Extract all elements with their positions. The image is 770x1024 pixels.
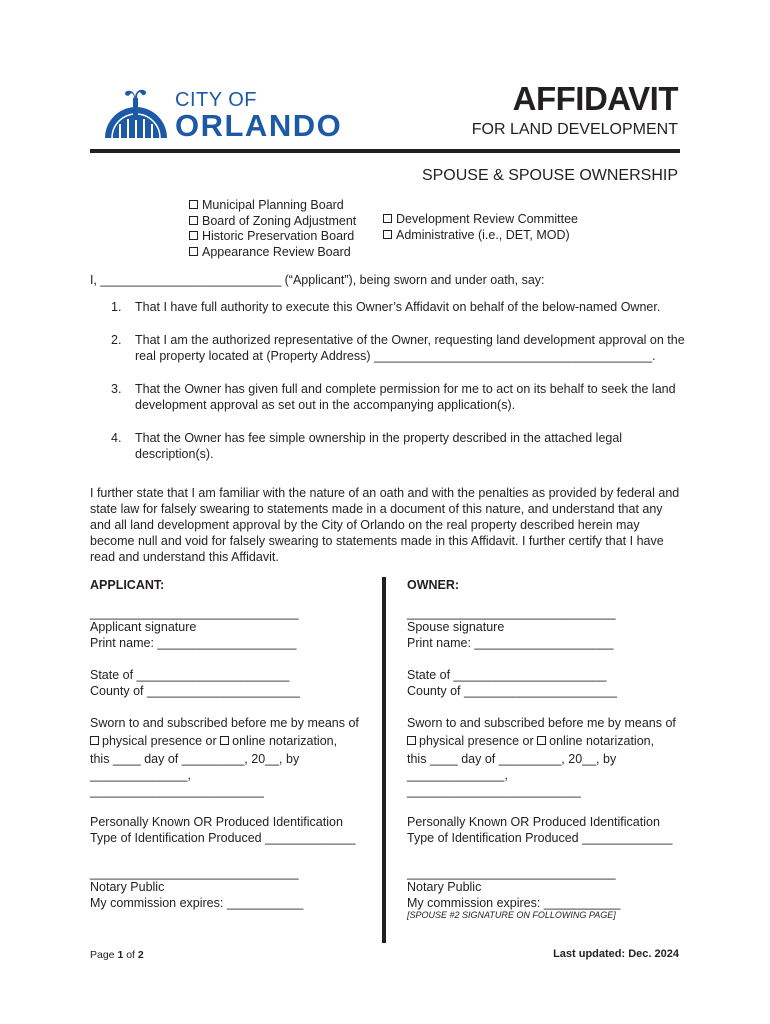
checkbox-icon[interactable] [189, 216, 198, 225]
applicant-known-text: Personally Known OR Produced Identification [90, 815, 343, 829]
owner-county[interactable]: County of ______________________ [407, 684, 617, 698]
checkbox-icon[interactable] [383, 230, 392, 239]
owner-print-name[interactable]: Print name: ____________________ [407, 636, 614, 650]
applicant-notarization-options: physical presence or online notarization, [90, 733, 337, 749]
checkbox-icon[interactable] [537, 736, 546, 745]
checkbox-icon[interactable] [189, 231, 198, 240]
checkbox-icon[interactable] [90, 736, 99, 745]
checkbox-icon[interactable] [220, 736, 229, 745]
owner-commission-expires[interactable]: My commission expires: ___________ [407, 896, 621, 910]
board-option[interactable]: Development Review Committee [383, 212, 578, 228]
applicant-sworn-text: Sworn to and subscribed before me by means of [90, 716, 359, 730]
list-item: 2. That I am the authorized representative of the Owner, requesting land development approval on the real property located at (Property Address) ________________________________________. [111, 333, 685, 363]
owner-notary-label: Notary Public [407, 880, 482, 894]
board-option[interactable]: Municipal Planning Board [189, 198, 356, 214]
list-item: 4. That the Owner has fee simple ownership in the property described in the attached legal description(s). [111, 431, 623, 461]
owner-notarization-options: physical presence or online notarization, [407, 733, 654, 749]
applicant-blank-line[interactable]: _________________________ [90, 784, 264, 798]
board-option[interactable]: Administrative (i.e., DET, MOD) [383, 228, 578, 244]
checkbox-icon[interactable] [407, 736, 416, 745]
applicant-print-name[interactable]: Print name: ____________________ [90, 636, 297, 650]
applicant-id-type[interactable]: Type of Identification Produced _____________ [90, 831, 356, 845]
city-logo [101, 86, 351, 142]
applicant-day-line[interactable]: this ____ day of _________, 20__, by [90, 752, 300, 766]
spouse-note: [SPOUSE #2 SIGNATURE ON FOLLOWING PAGE] [407, 910, 616, 920]
applicant-signature-label: Applicant signature [90, 620, 197, 634]
page-number: Page 1 of 2 [90, 949, 144, 961]
column-divider [382, 577, 386, 943]
logo-orlando-text: ORLANDO [175, 108, 343, 143]
board-checklist-left [189, 198, 356, 260]
header-rule [90, 149, 680, 153]
applicant-by-line[interactable]: ______________, [90, 768, 191, 782]
last-updated: Last updated: Dec. 2024 [553, 948, 679, 960]
oath-intro: I, __________________________ (“Applicant”), being sworn and under oath, say: [90, 273, 545, 287]
owner-day-line[interactable]: this ____ day of _________, 20__, by [407, 752, 617, 766]
checkbox-icon[interactable] [189, 200, 198, 209]
owner-notary-signature-line[interactable]: ______________________________ [407, 866, 616, 880]
applicant-notary-label: Notary Public [90, 880, 165, 894]
owner-sworn-text: Sworn to and subscribed before me by means of [407, 716, 676, 730]
applicant-state[interactable]: State of ______________________ [90, 668, 290, 682]
owner-id-type[interactable]: Type of Identification Produced _____________ [407, 831, 673, 845]
checkbox-icon[interactable] [383, 214, 392, 223]
owner-by-line[interactable]: ______________, [407, 768, 508, 782]
oath-statement: I further state that I am familiar with the nature of an oath and with the penalties as provided by federal and state law for falsely swearing to statements made in a document of this nature, and understand that any and all land development approval by the City of Orlando on the real property described herein may become null and void for falsely swearing to statements made in this Affidavit. I further certify that I have read and understand this Affidavit. [90, 486, 680, 564]
document-title: AFFIDAVIT [512, 80, 678, 117]
board-checklist-right [383, 212, 578, 243]
list-item: 1. That I have full authority to execute this Owner’s Affidavit on behalf of the below-named Owner. [111, 300, 661, 314]
applicant-notary-signature-line[interactable]: ______________________________ [90, 866, 299, 880]
owner-signature-line[interactable]: ______________________________ [407, 606, 616, 620]
section-title: SPOUSE & SPOUSE OWNERSHIP [421, 167, 678, 184]
board-option[interactable]: Historic Preservation Board [189, 229, 356, 245]
owner-signature-label: Spouse signature [407, 620, 505, 634]
applicant-county[interactable]: County of ______________________ [90, 684, 300, 698]
owner-known-text: Personally Known OR Produced Identification [407, 815, 660, 829]
applicant-heading: APPLICANT: [90, 578, 165, 592]
list-item: 3. That the Owner has given full and complete permission for me to act on its behalf to seek the land development approval as set out in the accompanying application(s). [111, 382, 676, 412]
fountain-dome-icon [101, 86, 171, 142]
owner-state[interactable]: State of ______________________ [407, 668, 607, 682]
owner-blank-line[interactable]: _________________________ [407, 784, 581, 798]
logo-city-text: CITY OF [175, 89, 258, 111]
owner-heading: OWNER: [407, 578, 460, 592]
document-subtitle: FOR LAND DEVELOPMENT [471, 121, 678, 138]
board-option[interactable]: Appearance Review Board [189, 245, 356, 261]
board-option[interactable]: Board of Zoning Adjustment [189, 214, 356, 230]
statement-list [90, 299, 690, 479]
checkbox-icon[interactable] [189, 247, 198, 256]
applicant-signature-line[interactable]: ______________________________ [90, 606, 299, 620]
applicant-commission-expires[interactable]: My commission expires: ___________ [90, 896, 304, 910]
